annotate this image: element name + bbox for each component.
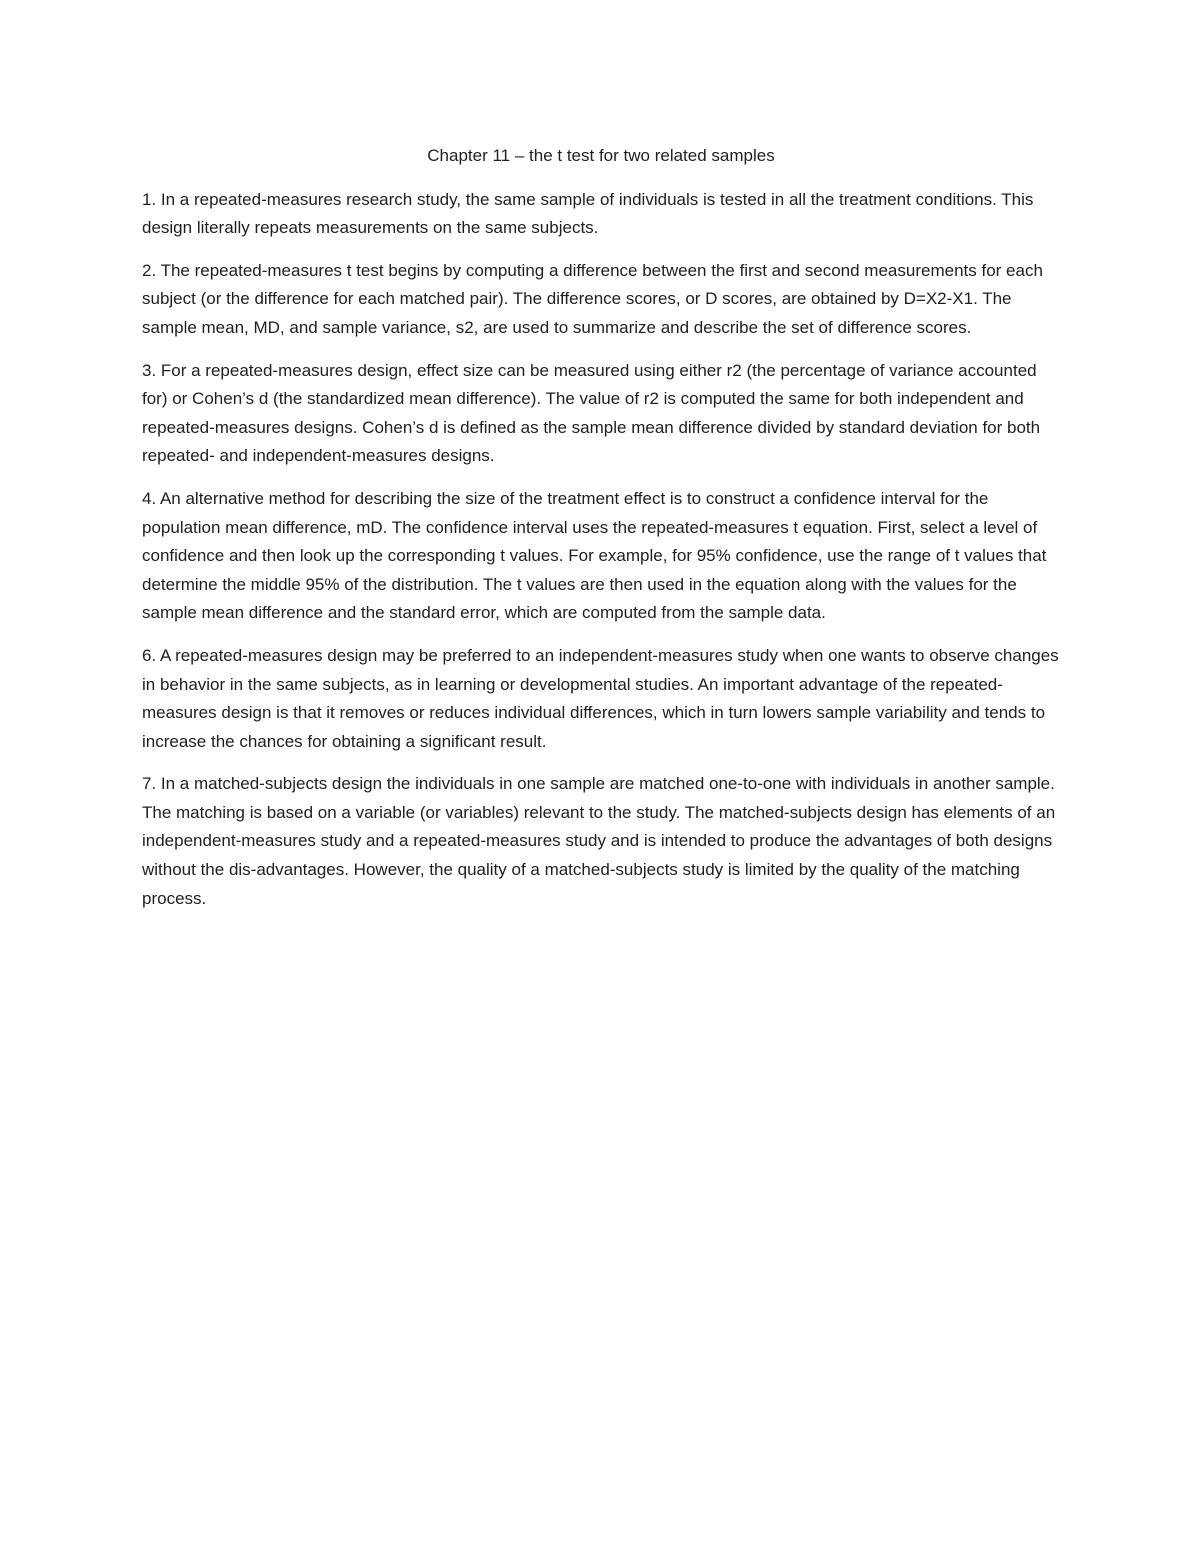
paragraph-2: 2. The repeated-measures t test begins by computing a difference between the first and second measurements for each subject (or the difference for each matched pair). The difference scores, or D scores, are obtained by D=X2-X1. The sample mean, MD, and sample variance, s2, are used to summarize and describe the set of difference scores. — [142, 260, 1043, 337]
paragraph-1: 1. In a repeated-measures research study, the same sample of individuals is tested in all the treatment conditions. This design literally repeats measurements on the same subjects. — [142, 189, 1034, 238]
paragraph-3: 3. For a repeated-measures design, effect size can be measured using either r2 (the percentage of variance accounted for) or Cohen’s d (the standardized mean difference). The value of r2 is computed the same for both independent and repeated-measures designs. Cohen’s d is defined as the sample mean difference divided by standard deviation for both repeated- and independent-measures designs. — [142, 360, 1041, 466]
document-title: Chapter 11 – the t test for two related samples — [427, 146, 775, 165]
paragraph-6: 6. A repeated-measures design may be preferred to an independent-measures study when one wants to observe changes in behavior in the same subjects, as in learning or developmental studies. An important advantage of the repeated-measures design is that it removes or reduces individual differences, which in turn lowers sample variability and tends to increase the chances for obtaining a significant result. — [142, 645, 1059, 751]
paragraph-4: 4. An alternative method for describing the size of the treatment effect is to construct a confidence interval for the population mean difference, mD. The confidence interval uses the repeated-measures t equation. First, select a level of confidence and then look up the corresponding t values. For example, for 95% confidence, use the range of t values that determine the middle 95% of the distribution. The t values are then used in the equation along with the values for the sample mean difference and the standard error, which are computed from the sample data. — [142, 488, 1047, 623]
paragraph-7: 7. In a matched-subjects design the individuals in one sample are matched one-to-one with individuals in another sample. The matching is based on a variable (or variables) relevant to the study. The matched-subjects design has elements of an independent-measures study and a repeated-measures study and is intended to produce the advantages of both designs without the dis-advantages. However, the quality of a matched-subjects study is limited by the quality of the matching process. — [142, 774, 1056, 908]
